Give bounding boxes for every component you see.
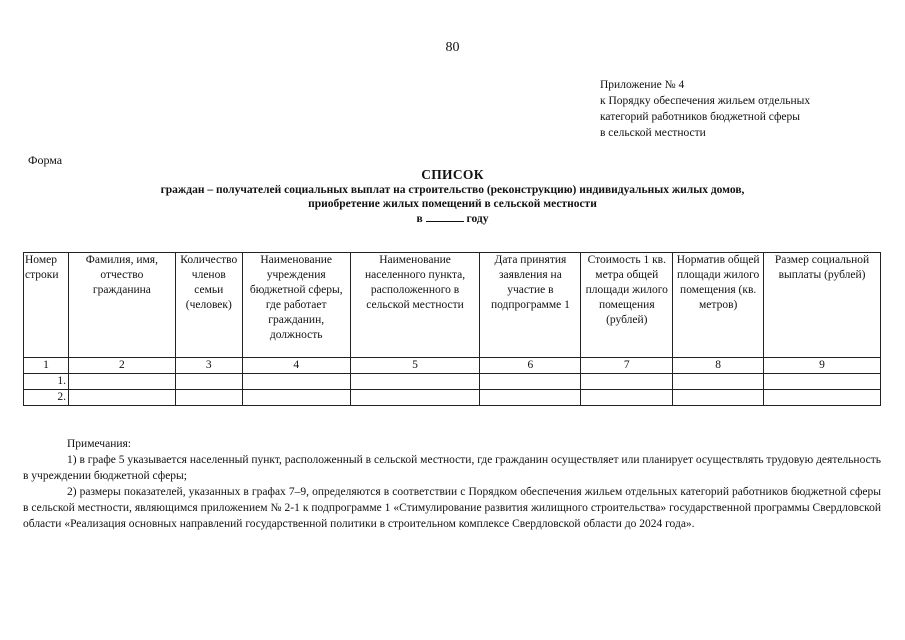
table-row [24, 374, 881, 390]
table-cell [480, 374, 581, 390]
column-header: Наименование населенного пункта, расположенного в сельской местности [350, 253, 480, 358]
column-header: Наименование учреждения бюджетной сферы, где работает гражданин, должность [242, 253, 350, 358]
row-number: 1. [24, 374, 69, 390]
column-number: 9 [764, 358, 881, 374]
column-number: 6 [480, 358, 581, 374]
notes-section [23, 436, 881, 532]
column-number: 8 [673, 358, 764, 374]
table-cell [581, 374, 673, 390]
appendix-reference [600, 77, 900, 141]
table-cell [673, 374, 764, 390]
table-cell [581, 390, 673, 406]
table-cell [350, 390, 480, 406]
column-header: Норматив общей площади жилого помещения (кв. метров) [673, 253, 764, 358]
appendix-line: к Порядку обеспечения жильем отдельных [600, 95, 811, 107]
table-cell [242, 374, 350, 390]
subtitle-line: граждан – получателей социальных выплат на строительство (реконструкцию) индивидуальных жилых домов, [160, 184, 745, 196]
column-header: Количество членов семьи (человек) [175, 253, 242, 358]
table-row [24, 390, 881, 406]
recipients-table [23, 252, 881, 406]
table-cell [764, 390, 881, 406]
column-header: Размер социальной выплаты (рублей) [764, 253, 881, 358]
appendix-line: в сельской местности [600, 127, 706, 139]
form-label: Форма [28, 153, 63, 167]
row-number: 2. [24, 390, 69, 406]
column-number: 5 [350, 358, 480, 374]
table-cell [673, 390, 764, 406]
column-number: 7 [581, 358, 673, 374]
table-cell [175, 374, 242, 390]
year-suffix: году [466, 213, 489, 225]
column-number-row [24, 358, 881, 374]
column-number: 1 [24, 358, 69, 374]
column-header: Дата принятия заявления на участие в подпрограмме 1 [480, 253, 581, 358]
column-header: Фамилия, имя, отчество гражданина [68, 253, 175, 358]
subtitle-line: приобретение жилых помещений в сельской местности [308, 198, 597, 210]
table-cell [350, 374, 480, 390]
table-cell [68, 374, 175, 390]
appendix-line: категорий работников бюджетной сферы [600, 111, 801, 123]
column-number: 2 [68, 358, 175, 374]
column-header: Стоимость 1 кв. метра общей площади жилого помещения (рублей) [581, 253, 673, 358]
year-blank [426, 211, 464, 222]
table-cell [480, 390, 581, 406]
column-header: Номер строки [24, 253, 69, 358]
column-number: 4 [242, 358, 350, 374]
table-cell [68, 390, 175, 406]
column-number: 3 [175, 358, 242, 374]
year-line [0, 211, 905, 226]
note-item: 1) в графе 5 указывается населенный пункт, расположенный в сельской местности, где гражданин осуществляет или планирует осуществлять трудовую деятельность в учреждении бюджетной сферы; [23, 454, 881, 482]
year-prefix: в [416, 213, 423, 225]
table-cell [175, 390, 242, 406]
appendix-line: Приложение № 4 [600, 79, 685, 91]
title-block [0, 167, 905, 226]
table-header-row [24, 253, 881, 358]
table-cell [242, 390, 350, 406]
page-number: 80 [445, 40, 460, 55]
notes-title: Примечания: [67, 438, 131, 450]
note-item: 2) размеры показателей, указанных в графах 7–9, определяются в соответствии с Порядком обеспечения жильем отдельных категорий работников бюджетной сферы в сельской местности, являющимся приложением № 2-1 к подпрограмме 1 «Стимулирование развития жилищного строительства» государственной программы Свердловской области «Реализация основных направлений государственной политики в строительном комплексе Свердловской области до 2024 года». [23, 486, 881, 530]
table-cell [764, 374, 881, 390]
document-title: СПИСОК [421, 167, 484, 182]
